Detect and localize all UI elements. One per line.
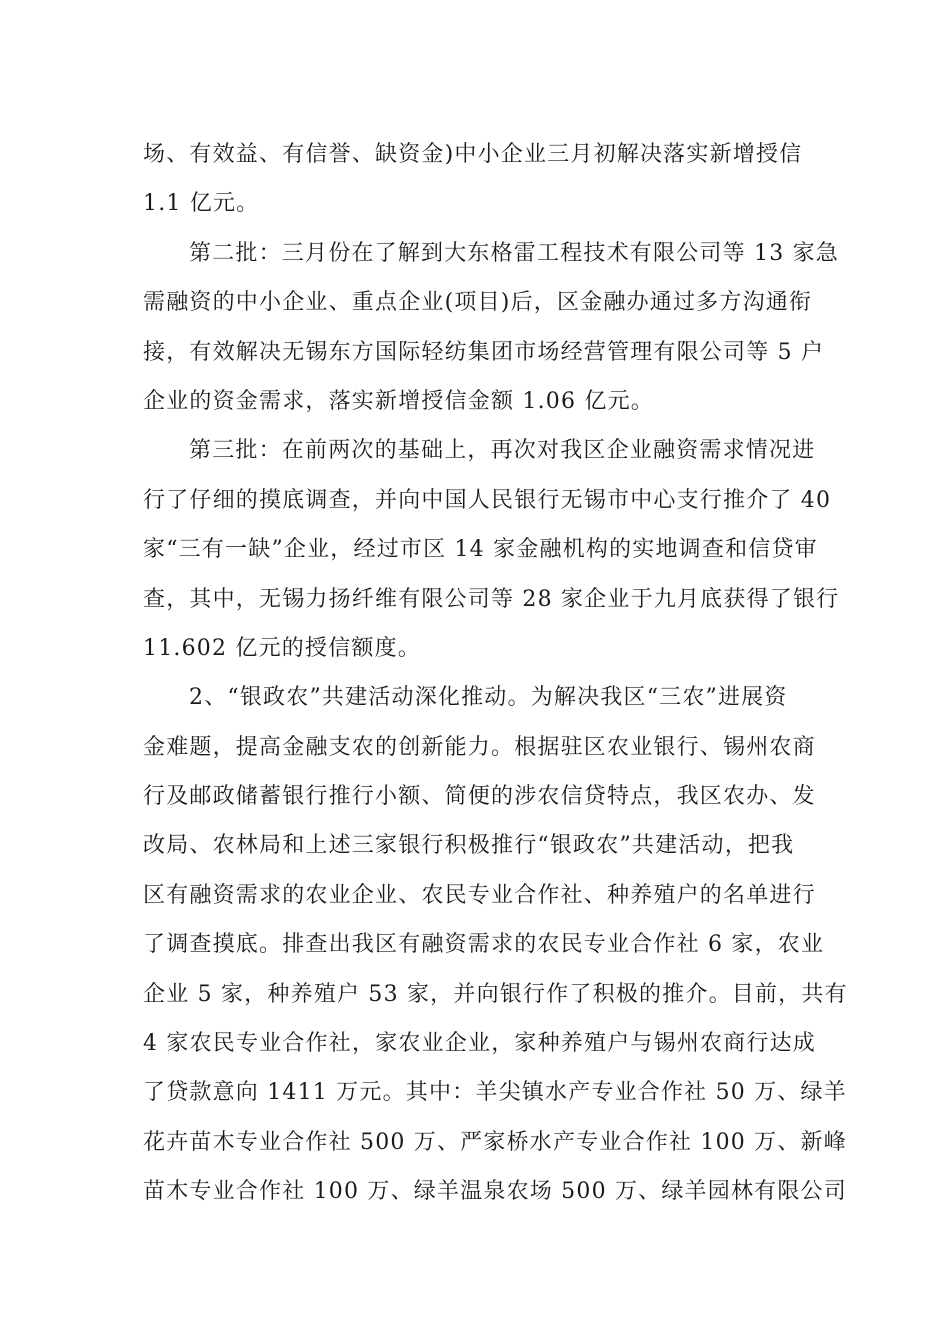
text-line: 4 家农民专业合作社，家农业企业，家种养殖户与锡州农商行达成 — [143, 1031, 816, 1057]
text-line: 金难题，提高金融支农的创新能力。根据驻区农业银行、锡州农商 — [143, 734, 816, 760]
text-line: 11.602 亿元的授信额度。 — [143, 635, 421, 661]
text-line: 行及邮政储蓄银行推行小额、简便的涉农信贷特点，我区农办、发 — [143, 784, 816, 810]
text-line: 改局、农林局和上述三家银行积极推行“银政农”共建活动，把我 — [143, 833, 795, 859]
paragraph-first-line: 2、“银政农”共建活动深化推动。为解决我区“三农”进展资 — [189, 685, 788, 711]
paragraph-first-line: 第三批：在前两次的基础上，再次对我区企业融资需求情况进 — [189, 438, 816, 464]
text-line: 场、有效益、有信誉、缺资金)中小企业三月初解决落实新增授信 — [143, 142, 803, 167]
text-line: 花卉苗木专业合作社 500 万、严家桥水产专业合作社 100 万、新峰 — [143, 1129, 847, 1155]
text-line: 需融资的中小企业、重点企业(项目)后，区金融办通过多方沟通衔 — [143, 290, 813, 316]
text-line: 1.1 亿元。 — [143, 191, 260, 217]
text-line: 苗木专业合作社 100 万、绿羊温泉农场 500 万、绿羊园林有限公司 — [143, 1179, 847, 1205]
text-line: 家“三有一缺”企业，经过市区 14 家金融机构的实地调查和信贷审 — [143, 537, 818, 563]
text-line: 区有融资需求的农业企业、农民专业合作社、种养殖户的名单进行 — [143, 882, 816, 908]
text-line: 企业的资金需求，落实新增授信金额 1.06 亿元。 — [143, 388, 654, 414]
text-line: 了贷款意向 1411 万元。其中：羊尖镇水产专业合作社 50 万、绿羊 — [143, 1080, 847, 1106]
text-line: 了调查摸底。排查出我区有融资需求的农民专业合作社 6 家，农业 — [143, 932, 825, 958]
text-line: 企业 5 家，种养殖户 53 家，并向银行作了积极的推介。目前，共有 — [143, 981, 848, 1007]
text-line: 行了仔细的摸底调查，并向中国人民银行无锡市中心支行推介了 40 — [143, 487, 832, 513]
text-line: 查，其中，无锡力扬纤维有限公司等 28 家企业于九月底获得了银行 — [143, 586, 840, 612]
body-text — [143, 130, 848, 1217]
text-line: 接，有效解决无锡东方国际轻纺集团市场经营管理有限公司等 5 户 — [143, 339, 825, 365]
paragraph-first-line: 第二批：三月份在了解到大东格雷工程技术有限公司等 13 家急 — [189, 240, 839, 266]
